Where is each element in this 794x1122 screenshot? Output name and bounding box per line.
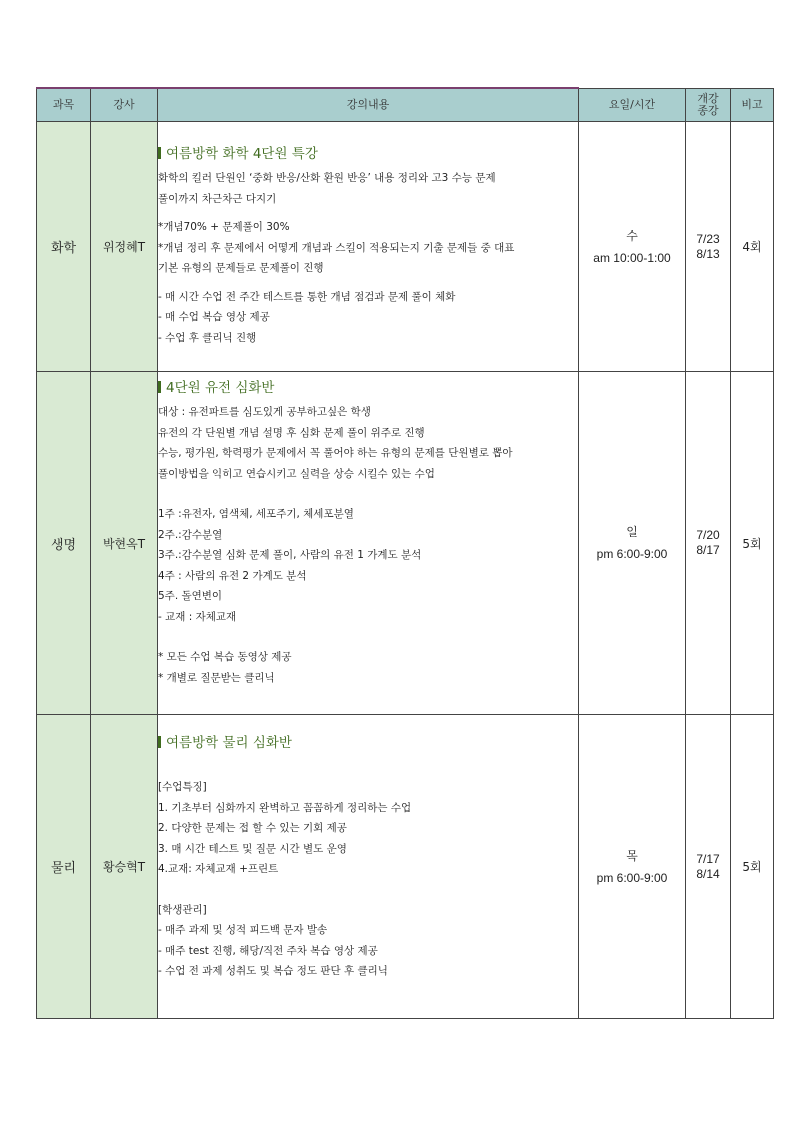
- header-content: 강의내용: [158, 88, 579, 122]
- content-line: - 매주 test 진행, 해당/직전 주차 복습 영상 제공: [158, 944, 378, 957]
- header-period: [686, 88, 731, 122]
- day-time-cell: [579, 715, 686, 1019]
- day-time-cell: [579, 122, 686, 372]
- content-line: 유전의 각 단원별 개념 설명 후 심화 문제 풀이 위주로 진행: [158, 426, 425, 439]
- content-line: - 수업 전 과제 성취도 및 복습 정도 판단 후 클리닉: [158, 965, 388, 977]
- day-label: 목: [626, 848, 638, 863]
- content-line: 3주.:감수분열 심화 문제 풀이, 사람의 유전 1 가계도 분석: [158, 549, 422, 561]
- course-row-biology: [37, 372, 774, 715]
- header-period-end: 종강: [697, 103, 719, 117]
- content-line: 1주 :유전자, 염색체, 세포주기, 체세포분열: [158, 508, 354, 520]
- content-line: 풀이방법을 익히고 연습시키고 실력을 상승 시킬수 있는 수업: [158, 467, 435, 480]
- time-label: am 10:00-1:00: [593, 250, 671, 265]
- header-row: [37, 88, 774, 122]
- content-line: 4.교재: 자체교재 +프린트: [158, 863, 279, 875]
- subject-cell: 화학: [37, 122, 91, 372]
- content-cell: [158, 122, 579, 372]
- title-bar-icon: [158, 381, 161, 393]
- content-cell: [158, 715, 579, 1019]
- end-date: 8/17: [696, 543, 720, 557]
- course-title: 4단원 유전 심화반: [158, 378, 578, 398]
- period-cell: [686, 715, 731, 1019]
- course-schedule-table: [36, 87, 774, 1019]
- time-label: pm 6:00-9:00: [596, 870, 668, 885]
- teacher-cell: 박현옥T: [91, 372, 158, 715]
- content-line: - 매 시간 수업 전 주간 테스트를 통한 개념 점검과 문제 풀이 체화: [158, 290, 456, 303]
- end-date: 8/14: [696, 866, 720, 881]
- content-line: 2주.:감수분열: [158, 528, 223, 541]
- start-date: 7/17: [696, 851, 720, 866]
- time-label: pm 6:00-9:00: [596, 547, 668, 561]
- subject-cell: 물리: [37, 715, 91, 1019]
- content-line: 화학의 킬러 단원인 ‘중화 반응/산화 환원 반응’ 내용 정리와 고3 수능 문제: [158, 172, 496, 184]
- content-line: [수업특징]: [158, 781, 207, 793]
- content-line: - 매주 과제 및 성적 피드백 문자 발송: [158, 924, 328, 936]
- end-date: 8/13: [696, 246, 720, 261]
- header-day-time: 요일/시간: [579, 88, 686, 122]
- teacher-cell: 위정혜T: [91, 122, 158, 372]
- course-row-physics: [37, 715, 774, 1019]
- course-title: 여름방학 화학 4단원 특강: [158, 144, 578, 164]
- content-line: 2. 다양한 문제는 접 할 수 있는 기회 제공: [158, 822, 347, 834]
- header-note: 비고: [731, 88, 774, 122]
- content-line: 5주. 돌연변이: [158, 590, 223, 602]
- content-line: * 개별로 질문받는 클리닉: [158, 671, 275, 684]
- content-cell: [158, 372, 579, 715]
- content-line: *개념70% + 문제풀이 30%: [158, 221, 290, 233]
- day-time-cell: [579, 372, 686, 715]
- header-subject: 과목: [37, 88, 91, 122]
- start-date: 7/23: [696, 231, 720, 246]
- period-cell: [686, 372, 731, 715]
- session-count: 5회: [731, 372, 774, 715]
- day-label: 수: [626, 228, 638, 243]
- day-label: 일: [626, 525, 638, 539]
- content-line: *개념 정리 후 문제에서 어떻게 개념과 스킬이 적용되는지 기출 문제들 중 대표: [158, 241, 515, 254]
- subject-cell: 생명: [37, 372, 91, 715]
- content-line: [학생관리]: [158, 903, 207, 916]
- content-line: 풀이까지 차근차근 다지기: [158, 192, 277, 205]
- content-line: 3. 매 시간 테스트 및 질문 시간 별도 운영: [158, 842, 347, 855]
- content-line: * 모든 수업 복습 동영상 제공: [158, 651, 292, 663]
- content-line: 기본 유형의 문제들로 문제풀이 진행: [158, 262, 324, 274]
- content-line: - 수업 후 클리닉 진행: [158, 331, 257, 344]
- course-title: 여름방학 물리 심화반: [158, 733, 578, 753]
- period-cell: [686, 122, 731, 372]
- content-line: - 교재 : 자체교재: [158, 610, 237, 623]
- content-line: 4주 : 사람의 유전 2 가계도 분석: [158, 569, 307, 582]
- session-count: 4회: [731, 122, 774, 372]
- content-line: 대상 : 유전파트를 심도있게 공부하고싶은 학생: [158, 406, 371, 418]
- session-count: 5회: [731, 715, 774, 1019]
- start-date: 7/20: [696, 528, 720, 542]
- header-teacher: 강사: [91, 88, 158, 122]
- title-bar-icon: [158, 736, 161, 748]
- content-line: 수능, 평가원, 학력평가 문제에서 꼭 풀어야 하는 유형의 문제를 단원별로 뽑아: [158, 447, 513, 459]
- teacher-cell: 황승혁T: [91, 715, 158, 1019]
- title-bar-icon: [158, 147, 161, 159]
- content-line: - 매 수업 복습 영상 제공: [158, 311, 270, 323]
- course-row-chemistry: [37, 122, 774, 372]
- header-period-start: 개강: [697, 91, 719, 105]
- content-line: 1. 기초부터 심화까지 완벽하고 꼼꼼하게 정리하는 수업: [158, 801, 412, 814]
